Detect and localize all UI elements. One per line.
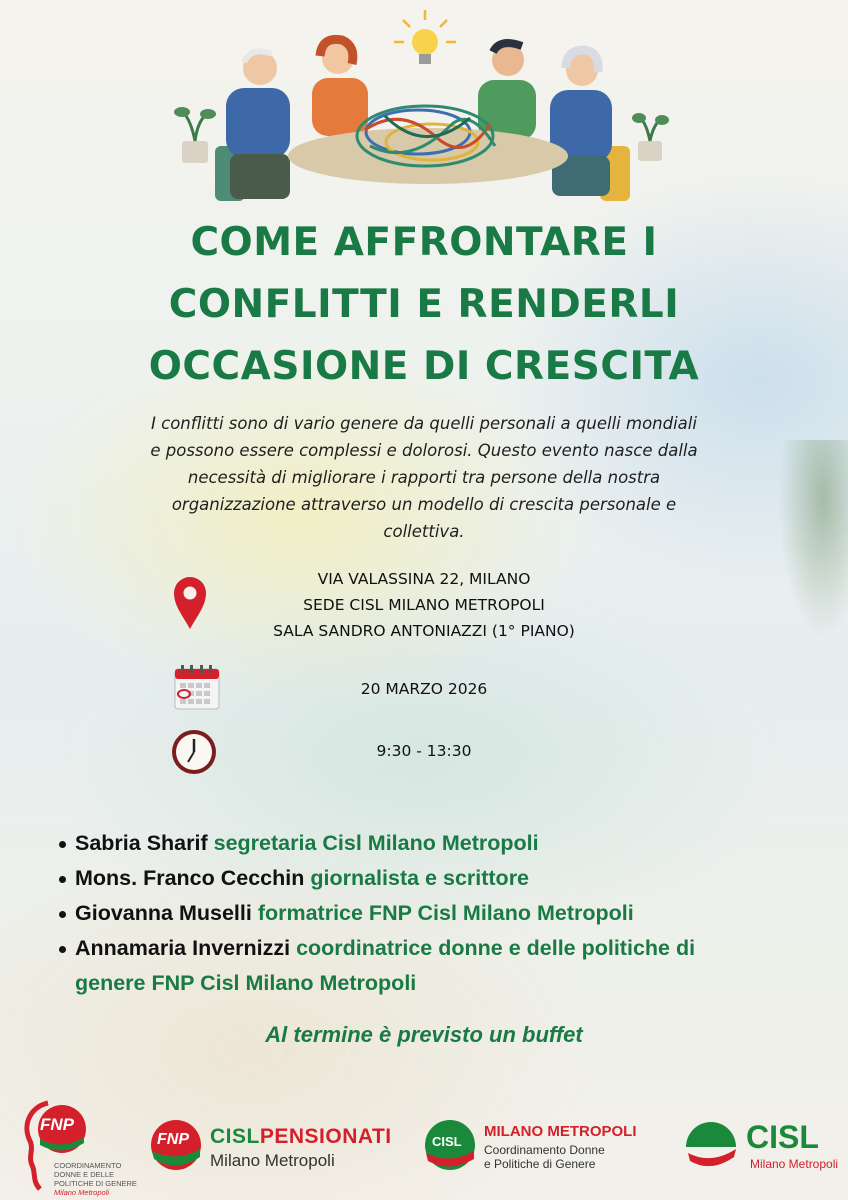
cisl-wordmark: CISL bbox=[746, 1119, 819, 1155]
caption-line: Coordinamento Donne bbox=[484, 1143, 605, 1157]
event-description bbox=[90, 410, 758, 545]
title-line: COME AFFRONTARE I bbox=[190, 220, 658, 265]
list-item bbox=[56, 826, 796, 861]
logo-fnp-cisl-pensionati bbox=[150, 1119, 410, 1179]
brand-sub: Milano Metropoli bbox=[210, 1151, 335, 1170]
cisl-emblem-icon bbox=[684, 1119, 738, 1173]
speaker-name: Sabria Sharif bbox=[75, 831, 208, 855]
caption-line: COORDINAMENTO bbox=[54, 1161, 122, 1170]
speaker-name: Giovanna Muselli bbox=[75, 901, 252, 925]
speaker-name: Mons. Franco Cecchin bbox=[75, 866, 305, 890]
description-line: collettiva. bbox=[383, 522, 465, 541]
list-item bbox=[56, 896, 796, 931]
title-line: CONFLITTI E RENDERLI bbox=[168, 282, 680, 327]
buffet-note: Al termine è previsto un buffet bbox=[265, 1022, 583, 1047]
brand-sub: Milano Metropoli bbox=[750, 1157, 839, 1171]
fnp-mark: FNP bbox=[40, 1115, 74, 1134]
logo-cisl-coordinamento bbox=[424, 1119, 674, 1179]
speakers-list bbox=[56, 826, 796, 1001]
description-line: organizzazione attraverso un modello di crescita personale e bbox=[171, 495, 677, 514]
caption-line: DONNE E DELLE bbox=[54, 1170, 115, 1179]
person-elder-woman bbox=[550, 50, 612, 196]
event-title bbox=[0, 212, 848, 398]
description-line: I conflitti sono di vario genere da quelli personali a quelli mondiali bbox=[151, 414, 697, 433]
location-text bbox=[220, 566, 628, 644]
speaker-role: giornalista e scrittore bbox=[310, 866, 530, 890]
title-line: OCCASIONE DI CRESCITA bbox=[148, 344, 700, 389]
date-block bbox=[0, 664, 848, 714]
logo-fnp-coordinamento bbox=[18, 1099, 148, 1195]
clock-icon bbox=[170, 728, 218, 776]
speaker-role: segretaria Cisl Milano Metropoli bbox=[213, 831, 539, 855]
hero-illustration bbox=[160, 6, 680, 218]
caption-line: Milano Metropoli bbox=[54, 1188, 110, 1197]
list-item bbox=[56, 931, 796, 1001]
location-block bbox=[0, 566, 848, 646]
plant-left-icon bbox=[174, 107, 216, 163]
map-pin-icon bbox=[173, 576, 207, 630]
description-line: e possono essere complessi e dolorosi. Questo evento nasce dalla bbox=[150, 441, 698, 460]
venue-line: SEDE CISL MILANO METROPOLI bbox=[303, 596, 545, 614]
person-elder-man bbox=[226, 51, 290, 199]
brand-head: MILANO METROPOLI bbox=[484, 1123, 637, 1140]
fnp-coord-caption bbox=[54, 1161, 137, 1197]
caption-line: POLITICHE DI GENERE bbox=[54, 1179, 137, 1188]
address-line: VIA VALASSINA 22, MILANO bbox=[317, 570, 531, 588]
brand-pensionati: PENSIONATI bbox=[259, 1125, 392, 1148]
speaker-role-continued: genere FNP Cisl Milano Metropoli bbox=[75, 971, 417, 995]
lightbulb-icon bbox=[394, 10, 456, 64]
event-date: 20 MARZO 2026 bbox=[360, 680, 488, 698]
fnp-mark: FNP bbox=[157, 1131, 189, 1148]
time-block bbox=[0, 726, 848, 776]
calendar-icon bbox=[174, 664, 220, 710]
plant-right-icon bbox=[632, 113, 669, 161]
list-item bbox=[56, 861, 796, 896]
brand-name bbox=[210, 1125, 392, 1149]
sponsor-logos bbox=[0, 1095, 848, 1195]
description-line: necessità di migliorare i rapporti tra persone della nostra bbox=[187, 468, 661, 487]
person-woman-red bbox=[312, 39, 368, 136]
room-line: SALA SANDRO ANTONIAZZI (1° PIANO) bbox=[273, 622, 575, 640]
person-man-green bbox=[478, 43, 536, 140]
speaker-role: coordinatrice donne e delle politiche di bbox=[296, 936, 696, 960]
cisl-mark: CISL bbox=[432, 1134, 462, 1149]
speaker-role: formatrice FNP Cisl Milano Metropoli bbox=[257, 901, 634, 925]
event-time: 9:30 - 13:30 bbox=[376, 742, 472, 760]
speaker-name: Annamaria Invernizzi bbox=[75, 936, 291, 960]
caption-line: e Politiche di Genere bbox=[484, 1157, 596, 1171]
logo-cisl bbox=[684, 1117, 844, 1181]
brand-caption bbox=[484, 1143, 605, 1171]
brand-cisl: CISL bbox=[210, 1125, 260, 1148]
